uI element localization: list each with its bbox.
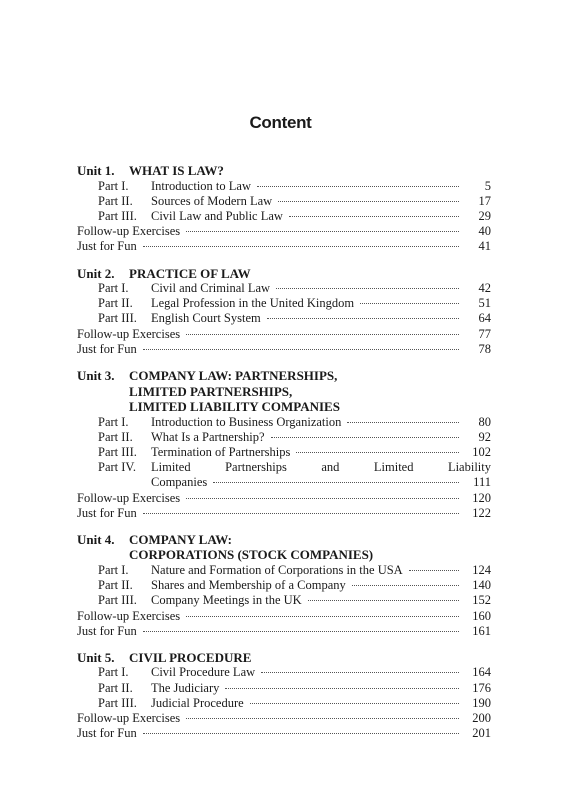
part-number: Part III.	[98, 444, 137, 459]
dot-leader	[347, 422, 459, 423]
page-title: Content	[249, 113, 312, 132]
page-number: 29	[478, 208, 491, 223]
page-number: 102	[472, 444, 491, 459]
part-number: Part I.	[98, 281, 129, 296]
page-number: 51	[478, 296, 491, 311]
entry-title: Shares and Membership of a Company	[151, 578, 346, 593]
unit-title-line: CIVIL PROCEDURE	[129, 649, 252, 665]
entry-title: Civil Procedure Law	[151, 665, 256, 680]
toc-entry[interactable]	[77, 491, 491, 506]
part-number: Part I.	[98, 414, 129, 429]
unit-heading	[77, 266, 491, 282]
unit-title	[129, 650, 491, 666]
unit-number: Unit 3.	[77, 368, 115, 384]
part-number: Part I.	[98, 562, 129, 577]
dot-leader	[261, 672, 459, 673]
dot-leader	[409, 570, 459, 571]
entry-title: Introduction to Business Organization	[151, 414, 342, 429]
dot-leader	[186, 231, 459, 232]
entry-title: Limited Partnerships and Limited Liability	[151, 460, 491, 475]
part-number: Part III.	[98, 695, 137, 710]
toc-entry[interactable]	[77, 194, 491, 209]
toc-unit	[77, 650, 491, 742]
unit-title-line: COMPANY LAW:	[129, 531, 232, 547]
toc-entry[interactable]	[77, 281, 491, 296]
part-number: Part III.	[98, 311, 137, 326]
dot-leader	[143, 513, 459, 514]
toc-entry[interactable]	[77, 506, 491, 521]
part-number: Part II.	[98, 578, 133, 593]
page-number: 17	[478, 193, 491, 208]
toc-unit	[77, 163, 491, 255]
dot-leader	[308, 600, 459, 601]
dot-leader	[360, 303, 459, 304]
unit-heading	[77, 368, 491, 415]
toc-entry[interactable]	[77, 430, 491, 445]
entry-title-block	[151, 460, 491, 490]
dot-leader	[143, 733, 459, 734]
entry-title: Judicial Procedure	[151, 695, 244, 710]
toc-entry[interactable]	[77, 311, 491, 326]
table-of-contents	[77, 163, 491, 752]
entry-title: Just for Fun	[77, 623, 137, 638]
toc-entry[interactable]	[77, 415, 491, 430]
entry-title: Follow-up Exercises	[77, 711, 181, 726]
unit-title	[129, 532, 491, 563]
page-number: 42	[478, 281, 491, 296]
entry-title: Sources of Modern Law	[151, 193, 273, 208]
page-number: 140	[472, 578, 491, 593]
toc-unit	[77, 368, 491, 521]
unit-title-line: PRACTICE OF LAW	[129, 265, 251, 281]
unit-heading	[77, 532, 491, 563]
unit-heading	[77, 650, 491, 666]
page-number: 41	[478, 239, 491, 254]
page-number: 40	[478, 224, 491, 239]
dot-leader	[186, 616, 459, 617]
entry-title: English Court System	[151, 311, 261, 326]
part-number: Part I.	[98, 665, 129, 680]
page-number: 77	[478, 326, 491, 341]
unit-title	[129, 163, 491, 179]
dot-leader	[257, 186, 459, 187]
unit-number: Unit 1.	[77, 163, 115, 178]
dot-leader	[296, 452, 459, 453]
dot-leader	[267, 318, 459, 319]
part-number: Part II.	[98, 680, 133, 695]
dot-leader	[271, 437, 459, 438]
dot-leader	[186, 718, 459, 719]
unit-title-line: WHAT IS LAW?	[129, 163, 224, 178]
toc-entry[interactable]	[77, 711, 491, 726]
toc-entry[interactable]	[77, 460, 491, 490]
toc-entry[interactable]	[77, 665, 491, 680]
unit-number: Unit 4.	[77, 531, 115, 547]
page-number: 201	[472, 726, 491, 741]
page-number: 80	[478, 414, 491, 429]
dot-leader	[143, 349, 459, 350]
toc-unit	[77, 266, 491, 358]
page-number: 176	[472, 680, 491, 695]
unit-title	[129, 368, 491, 415]
dot-leader	[352, 585, 459, 586]
entry-title: Civil Law and Public Law	[151, 208, 283, 223]
entry-title: What Is a Partnership?	[151, 429, 265, 444]
page-number: 164	[472, 665, 491, 680]
entry-title: Company Meetings in the UK	[151, 593, 302, 608]
entry-title: Just for Fun	[77, 726, 137, 741]
part-number: Part II.	[98, 429, 133, 444]
dot-leader	[289, 216, 459, 217]
page-number: 120	[472, 490, 491, 505]
toc-entry[interactable]	[77, 179, 491, 194]
toc-entry[interactable]	[77, 578, 491, 593]
page-number: 64	[478, 311, 491, 326]
page-number: 152	[472, 593, 491, 608]
entry-title: Follow-up Exercises	[77, 608, 181, 623]
dot-leader	[186, 498, 459, 499]
dot-leader	[276, 288, 459, 289]
entry-title: Legal Profession in the United Kingdom	[151, 296, 355, 311]
page-number: 124	[472, 562, 491, 577]
dot-leader	[225, 688, 459, 689]
page-number: 161	[472, 623, 491, 638]
part-number: Part II.	[98, 296, 133, 311]
unit-number: Unit 2.	[77, 265, 115, 281]
part-number: Part I.	[98, 178, 129, 193]
toc-entry[interactable]	[77, 209, 491, 224]
entry-title: Just for Fun	[77, 239, 137, 254]
dot-leader	[250, 703, 459, 704]
unit-title	[129, 266, 491, 282]
entry-title: Follow-up Exercises	[77, 224, 181, 239]
unit-heading	[77, 163, 491, 179]
part-number: Part IV.	[98, 460, 136, 475]
entry-title: Nature and Formation of Corporations in the USA	[151, 562, 403, 577]
unit-title-line: LIMITED PARTNERSHIPS,	[129, 383, 293, 399]
page-number: 5	[484, 178, 491, 193]
toc-entry[interactable]	[77, 342, 491, 357]
toc-unit	[77, 532, 491, 639]
toc-entry[interactable]	[77, 624, 491, 639]
part-number: Part III.	[98, 593, 137, 608]
page-number: 200	[472, 711, 491, 726]
dot-leader	[143, 246, 459, 247]
entry-title: Companies	[151, 475, 208, 490]
page-number: 160	[472, 608, 491, 623]
toc-entry[interactable]	[77, 563, 491, 578]
unit-title-line: CORPORATIONS (STOCK COMPANIES)	[129, 547, 374, 563]
dot-leader	[213, 482, 459, 483]
entry-title: Civil and Criminal Law	[151, 281, 271, 296]
toc-entry[interactable]	[77, 327, 491, 342]
toc-entry[interactable]	[77, 224, 491, 239]
page-number: 122	[472, 505, 491, 520]
toc-entry[interactable]	[77, 726, 491, 741]
entry-title: Follow-up Exercises	[77, 490, 181, 505]
toc-entry[interactable]	[77, 296, 491, 311]
toc-entry[interactable]	[77, 445, 491, 460]
part-number: Part III.	[98, 208, 137, 223]
toc-entry[interactable]	[77, 239, 491, 254]
unit-title-line: LIMITED LIABILITY COMPANIES	[129, 399, 340, 415]
entry-title: Termination of Partnerships	[151, 444, 291, 459]
entry-title: Follow-up Exercises	[77, 326, 181, 341]
toc-entry[interactable]	[77, 681, 491, 696]
unit-title-line: COMPANY LAW: PARTNERSHIPS,	[129, 368, 338, 384]
page-number: 190	[472, 695, 491, 710]
page-number: 78	[478, 341, 491, 356]
entry-title: The Judiciary	[151, 680, 220, 695]
entry-title: Just for Fun	[77, 505, 137, 520]
page-number: 111	[473, 475, 491, 490]
part-number: Part II.	[98, 193, 133, 208]
dot-leader	[143, 631, 459, 632]
entry-title: Just for Fun	[77, 341, 137, 356]
dot-leader	[278, 201, 459, 202]
page-number: 92	[478, 429, 491, 444]
dot-leader	[186, 334, 459, 335]
toc-entry[interactable]	[77, 609, 491, 624]
entry-title-continuation	[151, 475, 491, 490]
unit-number: Unit 5.	[77, 649, 115, 665]
toc-entry[interactable]	[77, 593, 491, 608]
entry-title: Introduction to Law	[151, 178, 251, 193]
toc-entry[interactable]	[77, 696, 491, 711]
